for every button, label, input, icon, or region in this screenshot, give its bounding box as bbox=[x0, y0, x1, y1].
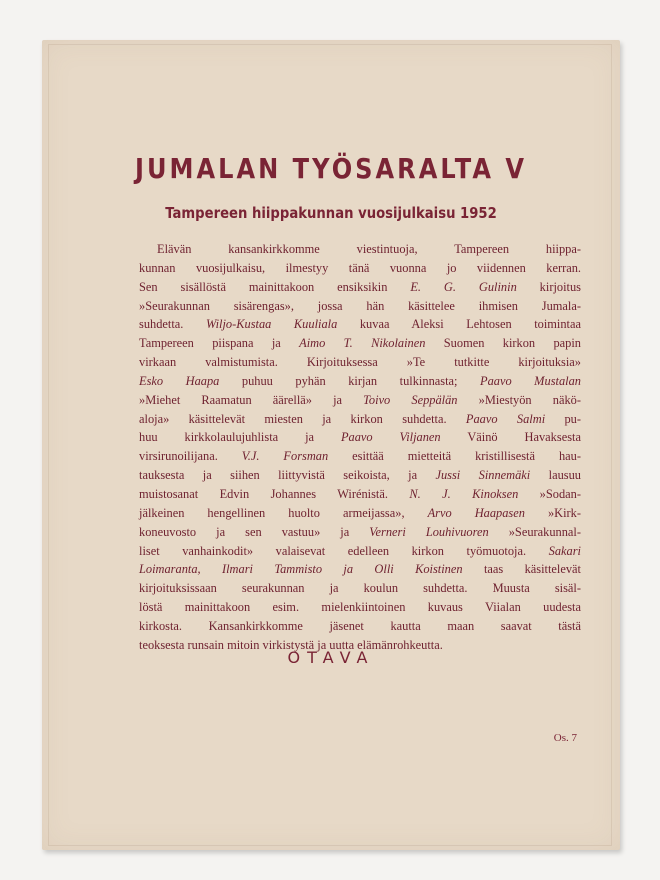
blurb-segment: teoksesta runsain mitoin virkistystä ja uutta elämänrohkeutta. bbox=[139, 637, 443, 652]
blurb-segment: »Seurakunnal- bbox=[488, 524, 581, 539]
blurb-segment: »Sodan- bbox=[518, 486, 581, 501]
author-name: Esko Haapa bbox=[139, 373, 220, 388]
blurb-line bbox=[139, 523, 581, 542]
author-name: E. G. Gulinin bbox=[410, 279, 517, 294]
blurb-line bbox=[139, 259, 581, 278]
author-name: Sakari bbox=[548, 543, 581, 558]
blurb-text bbox=[139, 240, 581, 655]
blurb-segment: Sen sisällöstä mainittakoon ensiksikin bbox=[139, 279, 411, 294]
blurb-segment: virsirunoilijana. bbox=[139, 449, 242, 464]
blurb-line bbox=[139, 617, 581, 636]
blurb-line bbox=[139, 485, 581, 504]
blurb-line bbox=[139, 542, 581, 561]
blurb-segment: jälkeinen hengellinen huolto armeijassa», bbox=[139, 505, 428, 520]
book-cover bbox=[42, 40, 620, 850]
blurb-line bbox=[139, 504, 581, 523]
blurb-segment: suhdetta. bbox=[139, 317, 206, 332]
blurb-segment: Väinö Havaksesta bbox=[440, 430, 581, 445]
publisher-name: OTAVA bbox=[287, 648, 375, 667]
blurb-segment: lausuu bbox=[530, 468, 581, 483]
author-name: Jussi Sinnemäki bbox=[435, 468, 531, 483]
author-name: Wiljo-Kustaa Kuuliala bbox=[205, 317, 338, 332]
author-name: Paavo Salmi bbox=[465, 411, 546, 426]
blurb-segment: pu- bbox=[545, 411, 581, 426]
blurb-line bbox=[139, 428, 581, 447]
blurb-segment: Suomen kirkon papin bbox=[425, 336, 581, 351]
blurb-line bbox=[139, 240, 581, 259]
blurb-line bbox=[139, 598, 581, 617]
blurb-segment: aloja» käsittelevät miesten ja kirkon suhdetta. bbox=[139, 411, 466, 426]
blurb-line bbox=[139, 353, 581, 372]
blurb-line bbox=[139, 372, 581, 391]
blurb-segment: koneuvosto ja sen vastuu» ja bbox=[139, 524, 370, 539]
blurb-segment: kirjoitus bbox=[516, 279, 581, 294]
blurb-line bbox=[139, 447, 581, 466]
blurb-line bbox=[139, 334, 581, 353]
blurb-line bbox=[139, 579, 581, 598]
blurb-segment: muistosanat Edvin Johannes Wirénistä. bbox=[139, 486, 410, 501]
blurb-segment: Elävän kansankirkkomme viestintuoja, Tampereen hiippa- bbox=[157, 242, 581, 256]
book-title: JUMALAN TYÖSARALTA V bbox=[134, 152, 528, 185]
blurb-segment: puhuu pyhän kirjan tulkinnasta; bbox=[219, 373, 480, 388]
blurb-line bbox=[139, 560, 581, 579]
blurb-segment: liset vanhainkodit» valaisevat edelleen kirkon työmuotoja. bbox=[139, 543, 549, 558]
author-name: Paavo Mustalan bbox=[480, 373, 581, 388]
blurb-segment: kirjoituksissaan seurakunnan ja koulun suhdetta. Muusta sisäl- bbox=[139, 581, 581, 596]
author-name: V.J. Forsman bbox=[241, 449, 329, 464]
author-name: Toivo Seppälän bbox=[363, 392, 458, 407]
price-label: Os. 7 bbox=[553, 732, 577, 744]
blurb-segment: taas käsittelevät bbox=[462, 562, 581, 577]
blurb-segment: »Miehet Raamatun äärellä» ja bbox=[139, 392, 364, 407]
blurb-segment: »Seurakunnan sisärengas», jossa hän käsittelee ihmisen Jumala- bbox=[139, 298, 581, 313]
blurb-segment: Tampereen piispana ja bbox=[139, 336, 300, 351]
author-name: Arvo Haapasen bbox=[427, 505, 525, 520]
blurb-line bbox=[139, 466, 581, 485]
blurb-segment: huu kirkkolaulujuhlista ja bbox=[139, 430, 341, 445]
blurb-segment: kunnan vuosijulkaisu, ilmestyy tänä vuonna jo viidennen kerran. bbox=[139, 260, 581, 275]
author-name: Aimo T. Nikolainen bbox=[299, 336, 426, 351]
blurb-segment: kirkosta. Kansankirkkomme jäsenet kautta maan saavat tästä bbox=[139, 618, 581, 633]
blurb-segment: esittää mietteitä kristillisestä hau- bbox=[328, 449, 581, 464]
author-name: N. J. Kinoksen bbox=[409, 486, 519, 501]
blurb-segment: löstä mainittakoon esim. mielenkiintoinen kuvaus Viialan uudesta bbox=[139, 600, 581, 615]
blurb-segment: »Miestyön näkö- bbox=[457, 392, 581, 407]
blurb-segment: tauksesta ja siihen liittyvistä seikoista, ja bbox=[139, 468, 436, 483]
author-name: Verneri Louhivuoren bbox=[369, 524, 489, 539]
author-name: Loimaranta, Ilmari Tammisto ja Olli Koistinen bbox=[139, 562, 463, 577]
blurb-line bbox=[139, 278, 581, 297]
blurb-segment: kuvaa Aleksi Lehtosen toimintaa bbox=[337, 317, 581, 332]
blurb-line bbox=[139, 391, 581, 410]
blurb-line bbox=[139, 410, 581, 429]
author-name: Paavo Viljanen bbox=[340, 430, 441, 445]
blurb-segment: virkaan valmistumista. Kirjoituksessa »Te tutkitte kirjoituksia» bbox=[139, 355, 581, 370]
book-subtitle: Tampereen hiippakunnan vuosijulkaisu 1952 bbox=[165, 204, 497, 222]
blurb-line bbox=[139, 315, 581, 334]
blurb-line bbox=[139, 297, 581, 316]
blurb-segment: »Kirk- bbox=[524, 505, 581, 520]
